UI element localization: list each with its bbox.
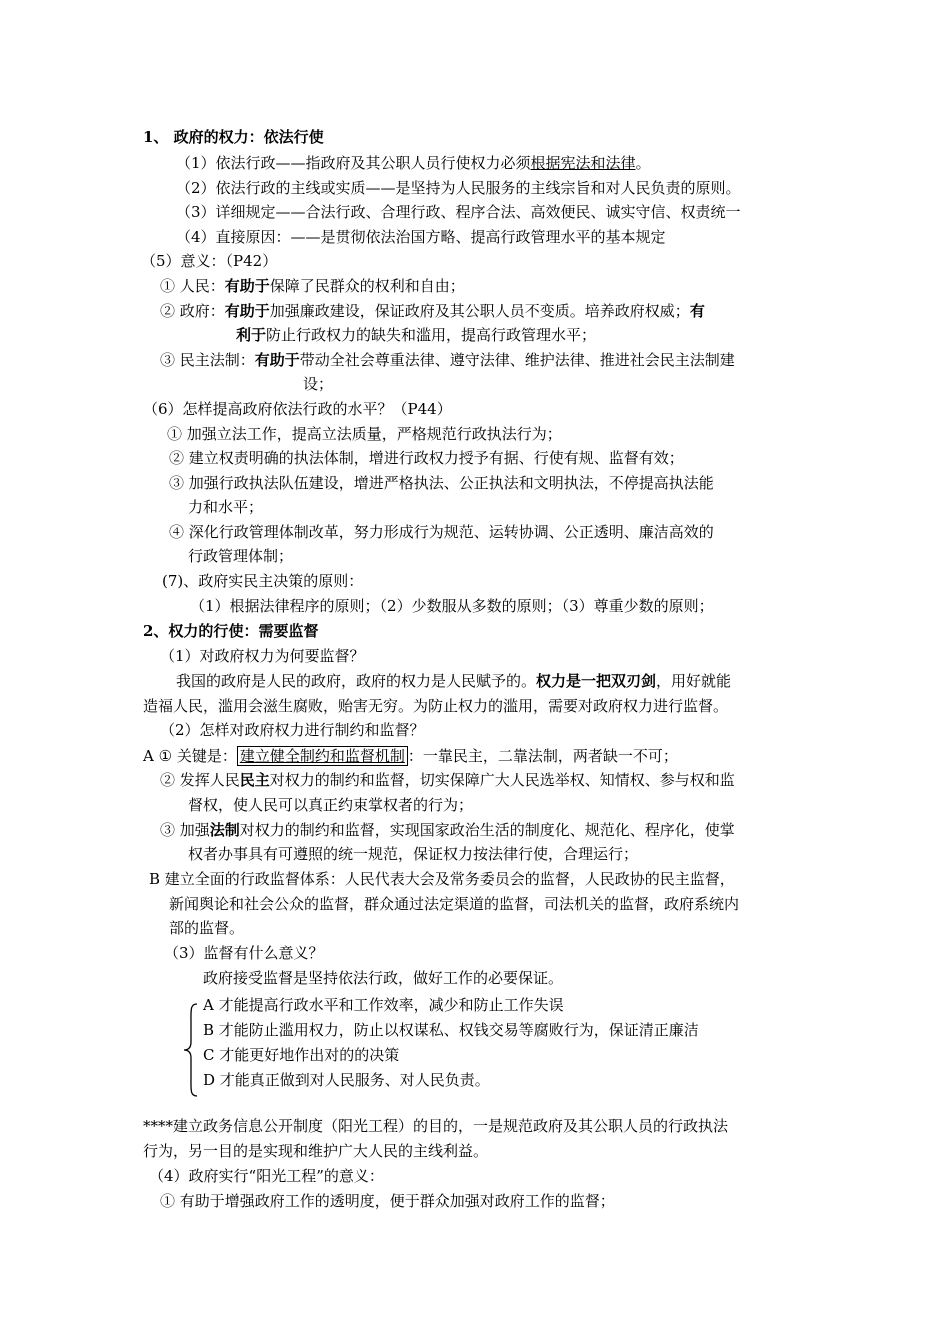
list-item-continuation: 设； [303, 375, 334, 393]
list-item: D 才能真正做到对人民服务、对人民负责。 [203, 1071, 490, 1089]
text: ② 政府： [160, 302, 225, 320]
list-item [160, 349, 735, 371]
text: 对权力的制约和监督，实现国家政治生活的制度化、规范化、程序化，使掌 [239, 821, 735, 839]
list-item [160, 300, 705, 322]
bold-text: 有助于 [254, 351, 300, 369]
bold-text: 利于 [236, 326, 267, 344]
text: 对权力的制约和监督，切实保障广大人民选举权、知情权、参与权和监 [269, 771, 735, 789]
bold-text: 有助于 [224, 277, 270, 295]
paragraph-line: (7)、政府实民主决策的原则： [162, 572, 364, 590]
paragraph-line [176, 152, 651, 174]
list-item: ② 建立权责明确的执法体制，增进行政权力授予有据、行使有规、监督有效； [169, 449, 684, 467]
paragraph-line: （1）对政府权力为何要监督？ [160, 647, 365, 665]
text: ③ 民主法制： [160, 351, 255, 369]
bold-text: 有助于 [224, 302, 270, 320]
list-item-continuation: 权者办事具有可遵照的统一规范，保证权力按法律行使，合理运行； [188, 845, 639, 863]
text: 加强廉政建设，保证政府及其公职人员不变质。培养政府权威； [269, 302, 690, 320]
list-item [160, 819, 735, 841]
paragraph-line: （3）详细规定——合法行政、合理行政、程序合法、高效便民、诚实守信、权责统一 [176, 203, 741, 221]
list-item: B 才能防止滥用权力，防止以权谋私、权钱交易等腐败行为，保证清正廉洁 [203, 1021, 699, 1039]
list-item: ① 加强立法工作，提高立法质量，严格规范行政执法行为； [167, 425, 562, 443]
paragraph-line: （4）直接原因：——是贯彻依法治国方略、提高行政管理水平的基本规定 [176, 228, 666, 246]
text: ② 发挥人民 [160, 771, 240, 789]
list-item: C 才能更好地作出对的的决策 [203, 1046, 400, 1064]
boxed-text: 建立健全制约和监督机制 [237, 746, 408, 766]
list-item: ④ 深化行政管理体制改革，努力形成行为规范、运转协调、公正透明、廉洁高效的 [169, 523, 714, 541]
list-item [143, 745, 678, 767]
bold-text: 法制 [209, 821, 240, 839]
text: （1）依法行政——指政府及其公职人员行使权力必须 [176, 154, 531, 172]
list-item-continuation [236, 324, 596, 346]
text: 带动全社会尊重法律、遵守法律、维护法律、推进社会民主法制建 [299, 351, 735, 369]
text: 防止行政权力的缺失和滥用，提高行政管理水平； [266, 326, 597, 344]
text: 。 [635, 154, 651, 172]
list-item-continuation: 力和水平； [188, 498, 264, 516]
paragraph-line: 行为，另一目的是实现和维护广大人民的主线利益。 [143, 1142, 489, 1160]
curly-brace-icon [183, 1002, 199, 1098]
list-item-continuation: 新闻舆论和社会公众的监督，群众通过法定渠道的监督，司法机关的监督，政府系统内 [169, 895, 740, 913]
bold-text: 权力是一把双刃剑 [536, 672, 657, 690]
list-item-continuation: 行政管理体制； [188, 547, 294, 565]
list-item: A 才能提高行政水平和工作效率，减少和防止工作失误 [203, 996, 564, 1014]
list-item [160, 275, 465, 297]
text: ① 人民： [160, 277, 225, 295]
list-item: ③ 加强行政执法队伍建设，增进严格执法、公正执法和文明执法，不停提高执法能 [169, 474, 714, 492]
bold-text: 有 [689, 302, 705, 320]
text: 我国的政府是人民的政府，政府的权力是人民赋予的。 [176, 672, 537, 690]
text: ：一靠民主，二靠法制，两者缺一不可； [407, 747, 678, 765]
underlined-text: 根据宪法和法律 [530, 154, 636, 172]
text: ，用好就能 [656, 672, 732, 690]
paragraph-line: 造福人民，滥用会滋生腐败，贻害无穷。为防止权力的滥用，需要对政府权力进行监督。 [143, 697, 729, 715]
paragraph-line: （3）监督有什么意义？ [164, 944, 324, 962]
paragraph-line: （5）意义：（P42） [141, 252, 278, 270]
list-item-continuation: 部的监督。 [169, 919, 245, 937]
paragraph-line: （6）怎样提高政府依法行政的水平？（P44） [143, 400, 452, 418]
paragraph-line: （4）政府实行“阳光工程”的意义： [149, 1167, 384, 1185]
text: 保障了民群众的权利和自由； [269, 277, 465, 295]
list-item [160, 769, 735, 791]
paragraph-line: ****建立政务信息公开制度（阳光工程）的目的，一是规范政府及其公职人员的行政执法 [143, 1117, 729, 1135]
list-item: B 建立全面的行政监督体系：人民代表大会及常务委员会的监督，人民政协的民主监督， [149, 870, 735, 888]
section-2-heading: 2、权力的行使：需要监督 [143, 622, 319, 640]
text: A ① 关键是： [143, 747, 237, 765]
paragraph-line: 政府接受监督是坚持依法行政，做好工作的必要保证。 [203, 969, 564, 987]
paragraph-line [176, 670, 731, 692]
section-1-heading: 1、 政府的权力：依法行使 [143, 128, 324, 146]
bold-text: 民主 [239, 771, 270, 789]
paragraph-line: （2）依法行政的主线或实质——是坚持为人民服务的主线宗旨和对人民负责的原则。 [176, 179, 741, 197]
paragraph-line: （1）根据法律程序的原则；（2）少数服从多数的原则；（3）尊重少数的原则； [190, 597, 714, 615]
paragraph-line: （2）怎样对政府权力进行制约和监督？ [160, 721, 425, 739]
list-item-continuation: 督权，使人民可以真正约束掌权者的行为； [188, 796, 474, 814]
text: ③ 加强 [160, 821, 210, 839]
list-item: ① 有助于增强政府工作的透明度，便于群众加强对政府工作的监督； [160, 1192, 615, 1210]
